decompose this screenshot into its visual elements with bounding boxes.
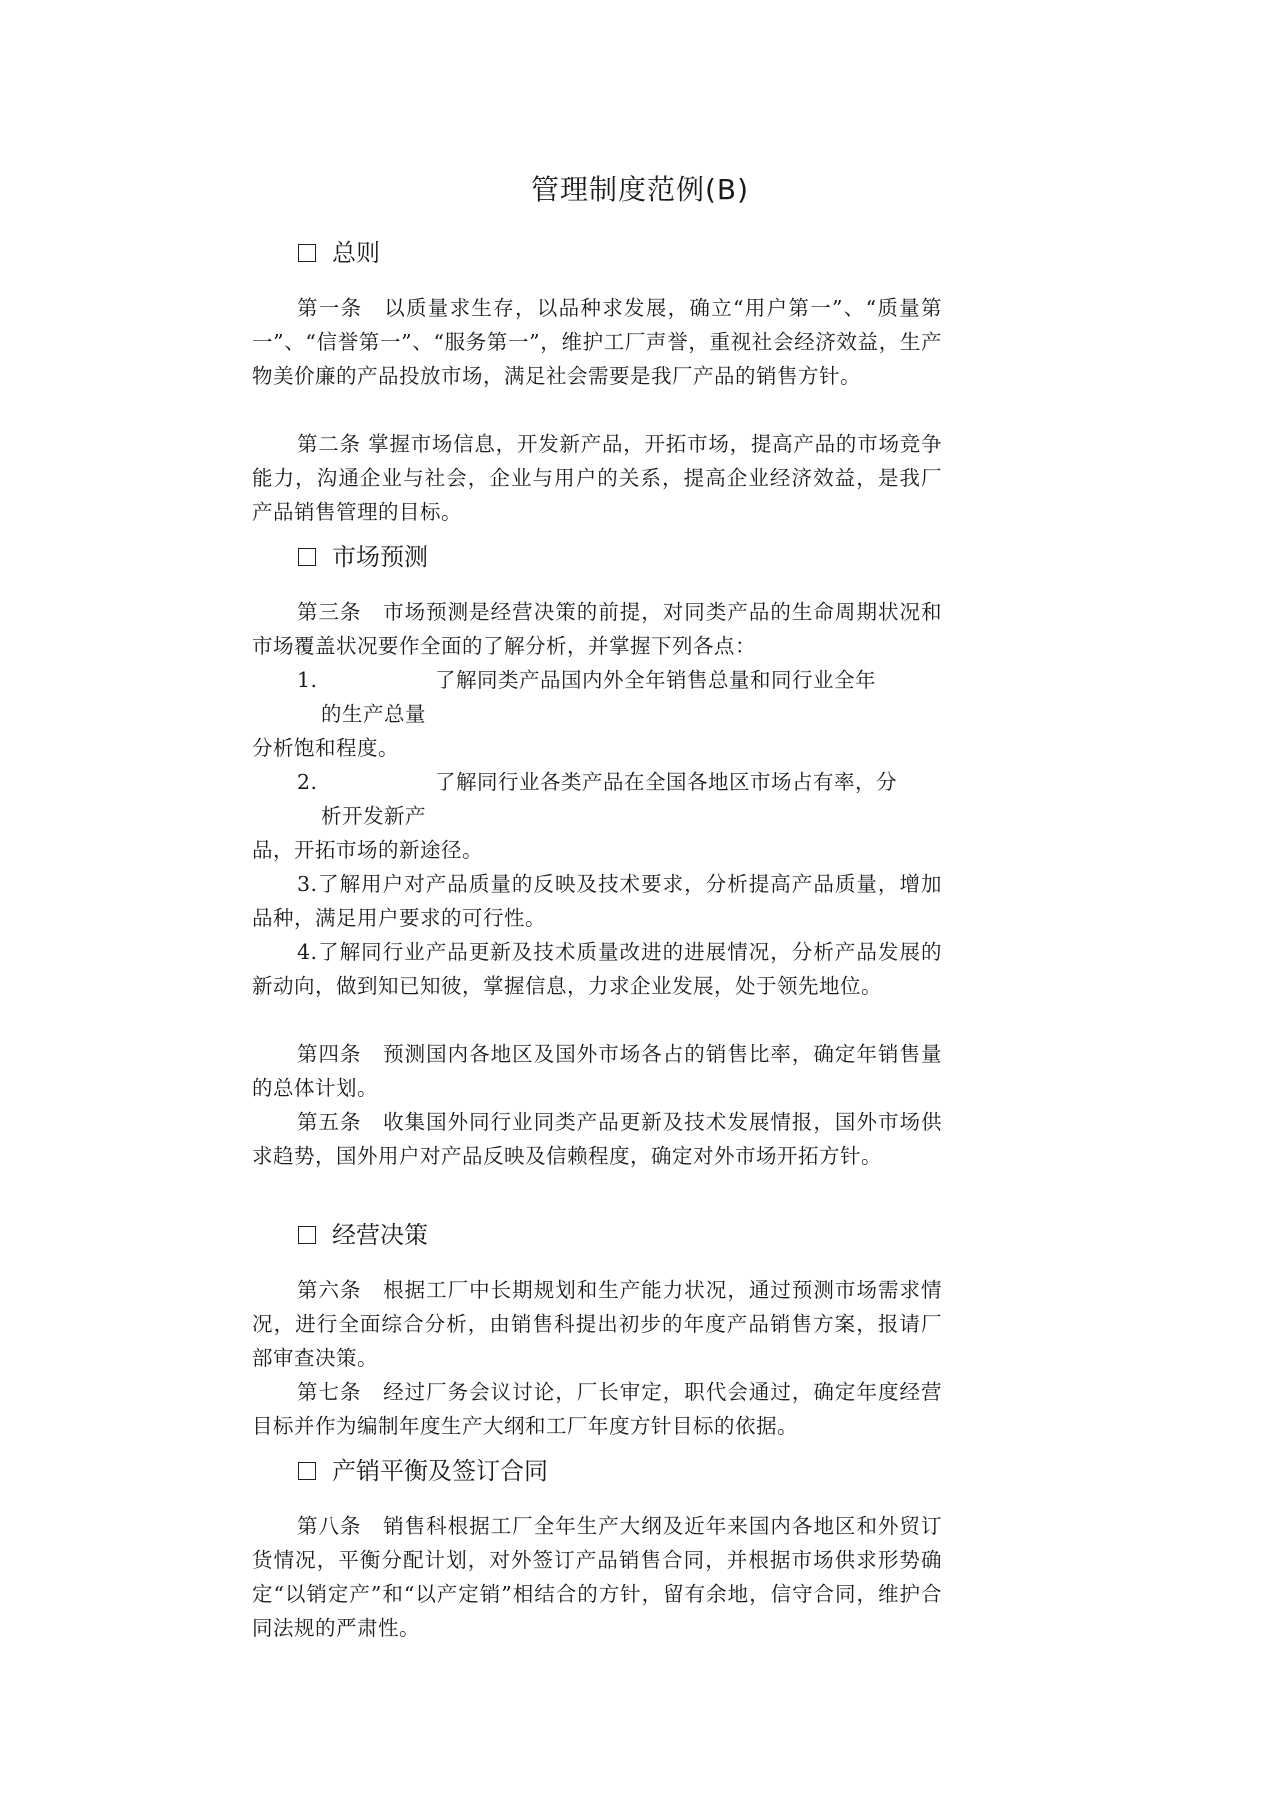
article-2: 第二条 掌握市场信息，开发新产品，开拓市场，提高产品的市场竞争能力，沟通企业与社会，企业与用户的关系，提高企业经济效益，是我厂产品销售管理的目标。: [252, 432, 942, 524]
article-4: 第四条 预测国内各地区及国外市场各占的销售比率，确定年销售量的总体计划。: [252, 1042, 942, 1100]
section-heading-label: 市场预测: [332, 543, 428, 571]
section-heading-label: 产销平衡及签订合同: [332, 1457, 548, 1485]
list-item-1: [252, 663, 942, 765]
checkbox-icon: [298, 548, 316, 566]
section-heading-label: 经营决策: [332, 1221, 428, 1249]
list-item-4: 4.了解同行业产品更新及技术质量改进的进展情况，分析产品发展的新动向，做到知已知彼，掌握信息，力求企业发展，处于领先地位。: [252, 940, 942, 998]
list-item-text: 了解同行业各类产品在全国各地区市场占有率，分: [435, 770, 897, 794]
list-item-number: 2.: [297, 770, 318, 794]
list-item-2: [252, 765, 942, 867]
article-7: 第七条 经过厂务会议讨论，厂长审定，职代会通过，确定年度经营目标并作为编制年度生产大纲和工厂年度方针目标的依据。: [252, 1380, 942, 1438]
list-item-text: 的生产总量: [321, 702, 426, 726]
document-title: 管理制度范例(B): [530, 173, 750, 206]
checkbox-icon: [298, 244, 316, 262]
article-6: 第六条 根据工厂中长期规划和生产能力状况，通过预测市场需求情况，进行全面综合分析，由销售科提出初步的年度产品销售方案，报请厂部审查决策。: [252, 1278, 942, 1370]
section-heading-decision: [298, 1218, 428, 1252]
section-heading-forecast: [298, 540, 428, 574]
checkbox-icon: [298, 1226, 316, 1244]
article-3: 第三条 市场预测是经营决策的前提，对同类产品的生命周期状况和市场覆盖状况要作全面的了解分析，并掌握下列各点：: [252, 600, 942, 658]
checkbox-icon: [298, 1462, 316, 1480]
section-heading-general: [298, 236, 380, 270]
section-heading-label: 总则: [332, 239, 380, 267]
list-item-text: 了解同类产品国内外全年销售总量和同行业全年: [435, 668, 876, 692]
section-heading-balance: [298, 1454, 548, 1488]
list-item-text: 分析饱和程度。: [252, 736, 399, 760]
article-5: 第五条 收集国外同行业同类产品更新及技术发展情报，国外市场供求趋势，国外用户对产品反映及信赖程度，确定对外市场开拓方针。: [252, 1110, 942, 1168]
list-item-text: 析开发新产: [321, 804, 426, 828]
list-item-number: 1.: [297, 668, 318, 692]
article-1: 第一条 以质量求生存，以品种求发展，确立“用户第一”、“质量第一”、“信誉第一”、“服务第一”，维护工厂声誉，重视社会经济效益，生产物美价廉的产品投放市场，满足社会需要是我厂产品的销售方针。: [252, 296, 942, 388]
list-item-text: 品，开拓市场的新途径。: [252, 838, 483, 862]
list-item-3: 3.了解用户对产品质量的反映及技术要求，分析提高产品质量，增加品种，满足用户要求的可行性。: [252, 872, 942, 930]
article-8: 第八条 销售科根据工厂全年生产大纲及近年来国内各地区和外贸订货情况，平衡分配计划，对外签订产品销售合同，并根据市场供求形势确定“以销定产”和“以产定销”相结合的方针，留有余地，信守合同，维护合同法规的严肃性。: [252, 1514, 942, 1640]
